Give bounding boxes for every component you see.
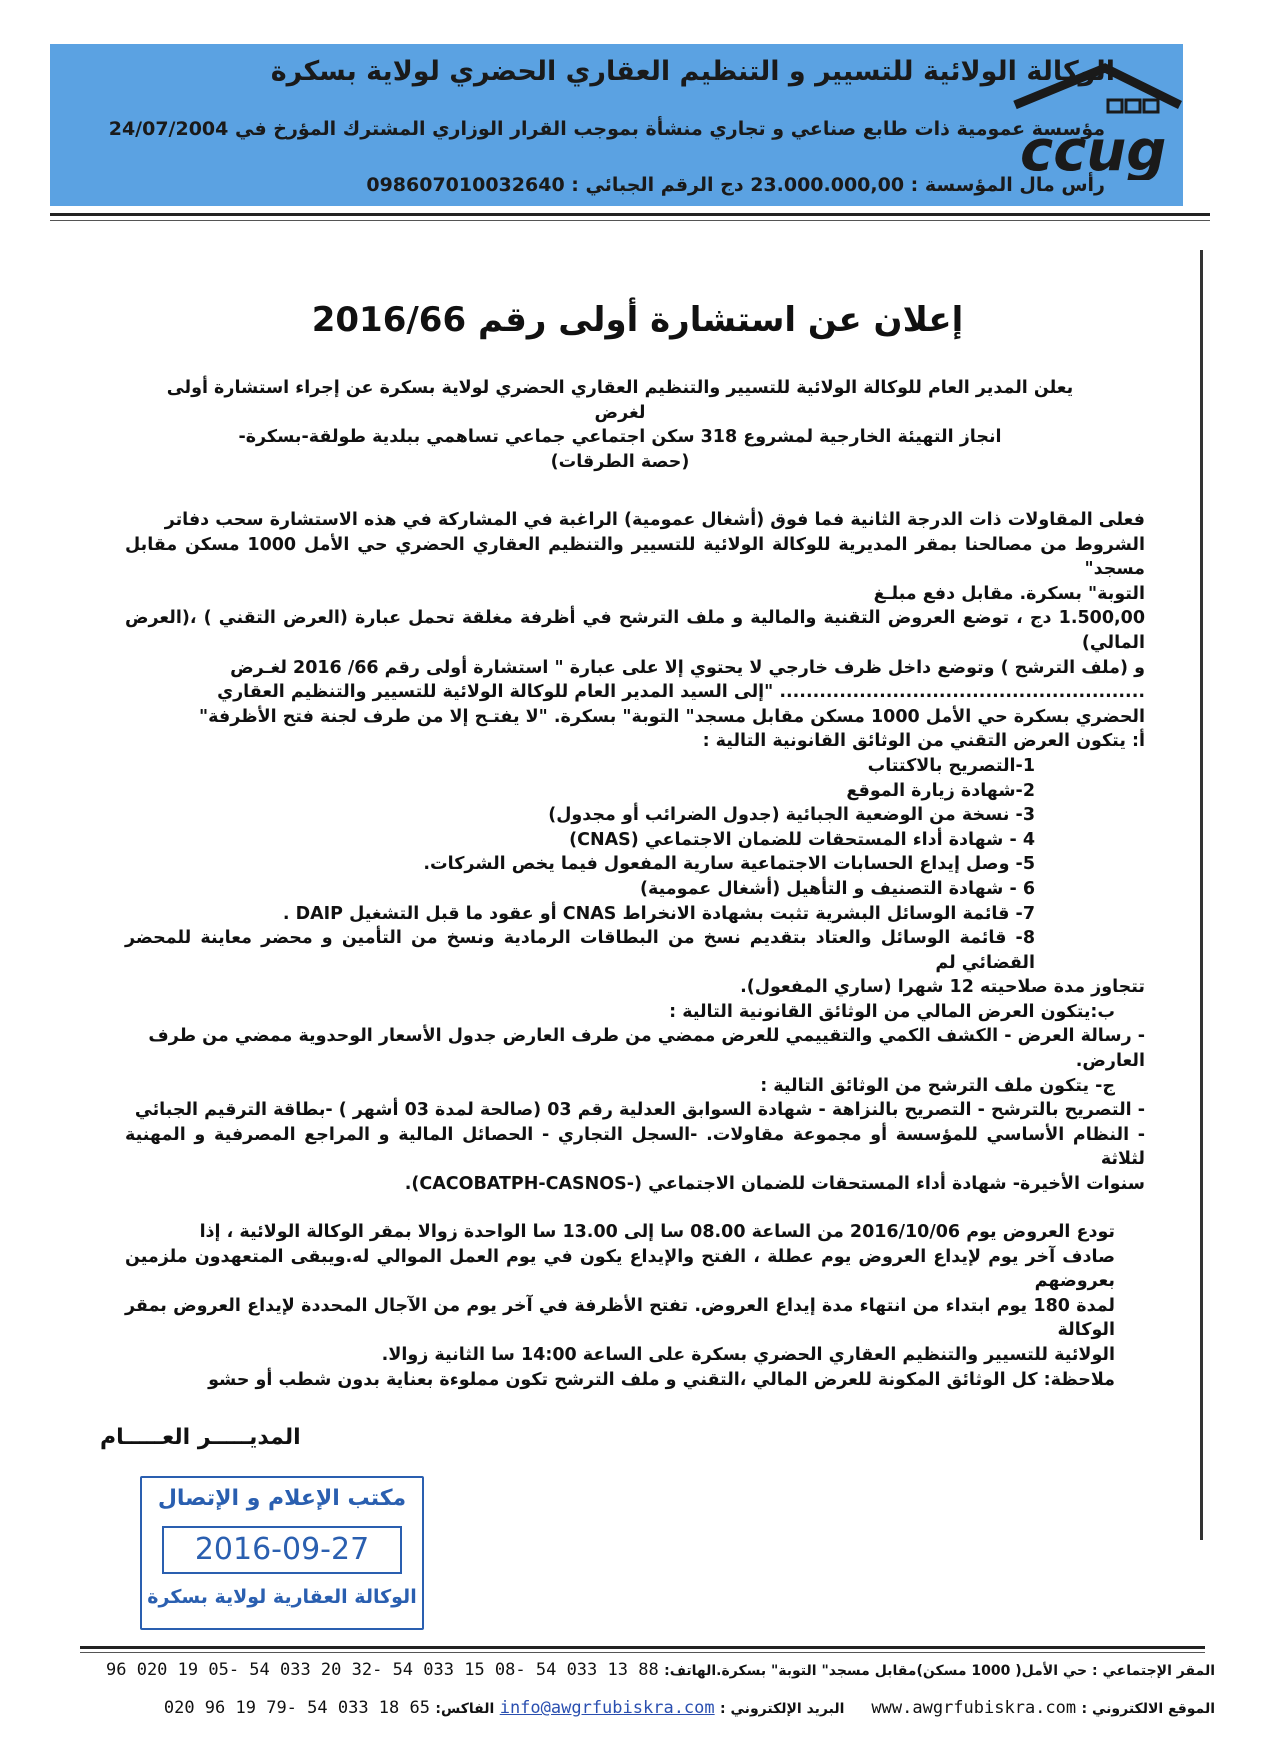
intro-line: (حصة الطرقات): [550, 451, 690, 472]
stamp-date-box: [162, 1526, 402, 1574]
list-item: 1-التصريح بالاكتتاب: [867, 755, 1035, 776]
stamp-date: 2016-09-27: [194, 1532, 370, 1567]
stamp-office-name: مكتب الإعلام و الإتصال: [157, 1486, 407, 1511]
list-item: 4 - شهادة أداء المستحقات للضمان الاجتماعي (CNAS): [569, 829, 1035, 850]
agency-subtitle: مؤسسة عمومية ذات طابع صناعي و تجاري منشأة بموجب القرار الوزاري المشترك المؤرخ في 24/07/2004: [108, 118, 1105, 140]
section-heading-technical: أ: يتكون العرض التقني من الوثائق القانونية التالية :: [702, 731, 1145, 752]
list-item: 7- قائمة الوسائل البشرية تثبت بشهادة الانخراط CNAS أو عقود ما قبل التشغيل DAIP .: [282, 903, 1035, 924]
list-item: 5- وصل إيداع الحسابات الاجتماعية سارية المفعول فيما يخص الشركات.: [423, 854, 1035, 875]
footer-fax: 020 96 19 79- 54 033 18 65: [163, 1698, 430, 1718]
intro-paragraph: [145, 376, 1095, 474]
logo-text: ccug: [1020, 119, 1167, 180]
list-item: 6 - شهادة التصنيف و التأهيل (أشغال عمومية): [640, 878, 1035, 899]
conditions-body: [125, 508, 1145, 1197]
announcement-title: إعلان عن استشارة أولى رقم 2016/66: [311, 300, 964, 340]
footer-email-label: البريد الإلكتروني :: [720, 1701, 845, 1717]
body-line: الشروط من مصالحنا بمقر المديرية للوكالة الولائية للتسيير والتنظيم العقاري الحضري حي الأمل 1000 مسكن مقابل مسجد": [125, 534, 1145, 580]
note-line: ملاحظة: كل الوثائق المكونة للعرض المالي ،التقني و ملف الترشح تكون مملوءة بعناية بدون شطب أو حشو: [208, 1369, 1115, 1390]
agency-title: الوكالة الولائية للتسيير و التنظيم العقاري الحضري لولاية بسكرة: [270, 56, 1115, 87]
intro-line: يعلن المدير العام للوكالة الولائية للتسيير والتنظيم العقاري الحضري لولاية بسكرة عن إجراء استشارة أولى لغرض: [166, 378, 1074, 423]
stamp-agency-name: الوكالة العقارية لولاية بسكرة: [147, 1586, 417, 1608]
agency-logo: [1010, 60, 1185, 180]
footer-address-line: [75, 1660, 1215, 1680]
house-logo-icon: [1010, 60, 1185, 180]
website-link[interactable]: www.awgrfubiskra.com: [871, 1698, 1077, 1718]
body-line: العارض.: [1075, 1051, 1145, 1072]
deposit-line: صادف آخر يوم لإيداع العروض يوم عطلة ، الفتح والإيداع يكون في يوم العمل الموالي له.ويبقى المتعهدون ملزمين بعروضهم: [125, 1246, 1115, 1292]
footer-divider: [80, 1646, 1205, 1649]
footer-hq-label: المقر الإجتماعي : حي الأمل( 1000 مسكن)مقابل مسجد" التوبة" بسكرة.الهاتف:: [664, 1663, 1215, 1679]
list-item: 2-شهادة زيارة الموقع: [846, 780, 1035, 801]
body-line: ....................................................... "إلى السيد المدير العام للوكالة الولائية للتسيير والتنظيم العقاري: [217, 682, 1145, 703]
body-line: فعلى المقاولات ذات الدرجة الثانية فما فوق (أشغال عمومية) الراغبة في المشاركة في هذه الاستشارة سحب دفاتر: [164, 510, 1145, 530]
footer-contact-line: [75, 1698, 1215, 1718]
body-line: و (ملف الترشح ) وتوضع داخل ظرف خارجي لا يحتوي إلا على عبارة " استشارة أولى رقم 66/ 2016 لغـرض: [230, 657, 1145, 678]
footer-divider-thin: [80, 1652, 1205, 1653]
body-line: - النظام الأساسي للمؤسسة أو مجموعة مقاولات. -السجل التجاري - الحصائل المالية و المراجع المصرفية و المهنية لثلاثة: [125, 1124, 1145, 1170]
email-link[interactable]: info@awgrfubiskra.com: [499, 1698, 715, 1718]
body-line: 1.500,00 دج ، توضع العروض التقنية والمالية و ملف الترشح في أظرفة مغلقة تحمل عبارة (العرض التقني ) ،(العرض المالي): [125, 608, 1145, 653]
list-item-cont: تتجاوز مدة صلاحيته 12 شهرا (ساري المفعول).: [740, 977, 1145, 998]
margin-rule: [1200, 250, 1203, 1540]
deposit-paragraph: [125, 1220, 1115, 1392]
section-heading-financial: ب:يتكون العرض المالي من الوثائق القانونية التالية :: [669, 1001, 1115, 1022]
deposit-line: تودع العروض يوم 2016/10/06 من الساعة 08.00 سا إلى 13.00 سا الواحدة زوالا بمقر الوكالة الولائية ، إذا: [199, 1222, 1115, 1242]
office-stamp: [140, 1476, 424, 1630]
director-signature: المديـــــر العـــــام: [100, 1425, 301, 1450]
list-item: 3- نسخة من الوضعية الجبائية (جدول الضرائب أو مجدول): [548, 805, 1035, 826]
body-line: - التصريح بالترشح - التصريح بالنزاهة - شهادة السوابق العدلية رقم 03 (صالحة لمدة 03 أشهر ) -بطاقة الترقيم الجبائي: [134, 1100, 1145, 1121]
footer-phones: 96 020 19 05- 54 033 20 32- 54 033 15 08- 54 033 13 88: [106, 1660, 659, 1680]
section-heading-candidacy: ج- يتكون ملف الترشح من الوثائق التالية :: [760, 1075, 1115, 1096]
body-line: - رسالة العرض - الكشف الكمي والتقييمي للعرض ممضي من طرف العارض جدول الأسعار الوحدوية ممضي من طرف: [148, 1026, 1145, 1047]
list-item: 8- قائمة الوسائل والعتاد بتقديم نسخ من البطاقات الرمادية ونسخ من التأمين و محضر معاينة للمحضر القضائي لم: [125, 928, 1035, 973]
intro-line: انجاز التهيئة الخارجية لمشروع 318 سكن اجتماعي جماعي تساهمي ببلدية طولقة-بسكرة-: [238, 427, 1002, 448]
agency-capital: رأس مال المؤسسة : 23.000.000,00 دج الرقم الجبائي : 098607010032640: [366, 174, 1105, 196]
body-line: التوبة" بسكرة. مقابل دفع مبلـغ: [873, 583, 1145, 604]
header-divider: [50, 213, 1210, 216]
header-divider-thin: [50, 220, 1210, 221]
body-line: الحضري بسكرة حي الأمل 1000 مسكن مقابل مسجد" التوبة" بسكرة. "لا يفتـح إلا من طرف لجنة فتح الأظرفة": [199, 706, 1145, 727]
footer-fax-label: الفاكس:: [435, 1701, 495, 1717]
body-line: سنوات الأخيرة- شهادة أداء المستحقات للضمان الاجتماعي (-CACOBATPH-CASNOS).: [404, 1174, 1145, 1195]
deposit-line: الولائية للتسيير والتنظيم العقاري الحضري بسكرة على الساعة 14:00 سا الثانية زوالا.: [381, 1344, 1115, 1365]
deposit-line: لمدة 180 يوم ابتداء من انتهاء مدة إيداع العروض. تفتح الأظرفة في آخر يوم من الآجال المحددة لإيداع العروض بمقر الوكالة: [125, 1295, 1115, 1341]
footer-web-label: الموقع الالكتروني :: [1081, 1701, 1215, 1717]
